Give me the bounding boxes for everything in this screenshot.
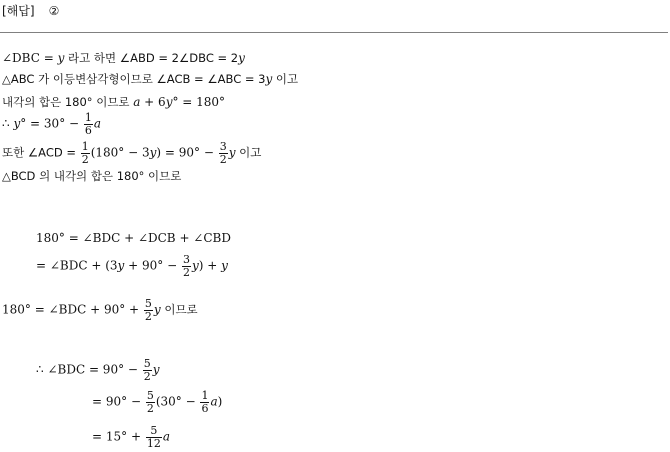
var: y [13, 116, 21, 131]
line-8 [36, 254, 228, 278]
fraction [182, 254, 191, 278]
answer-header [2, 2, 59, 19]
var: y [153, 302, 161, 317]
fraction [146, 425, 162, 449]
denominator: 6 [201, 401, 209, 415]
text: △BCD 의 내각의 합은 180° 이므로 [2, 169, 182, 183]
var: y [191, 258, 199, 273]
denominator: 12 [146, 436, 161, 450]
denominator: 2 [219, 152, 227, 166]
text: ° = 30° − [20, 116, 83, 131]
divider [0, 32, 668, 33]
var: a [210, 394, 218, 409]
text: 180° = ∠BDC + 90° + [2, 302, 143, 317]
numerator: 1 [81, 140, 89, 153]
text: △ABC 가 이등변삼각형이므로 ∠ACB = ∠ABC = 3 [2, 72, 266, 86]
denominator: 2 [182, 265, 190, 279]
var: y [228, 145, 236, 160]
text: + 90° − [124, 258, 181, 273]
var: y [57, 51, 65, 65]
text: ∴ ∠BDC = 90° − [36, 362, 142, 377]
var: y [165, 95, 173, 109]
line-6 [2, 170, 181, 183]
text: 이고 [235, 145, 262, 160]
text: (180° − 3 [90, 145, 150, 160]
line-2 [2, 73, 298, 86]
text: ∠DBC = [2, 51, 58, 65]
var: y [238, 51, 245, 65]
line-7 [36, 232, 231, 244]
line-11 [92, 390, 222, 414]
text: 180° = ∠BDC + ∠DCB + ∠CBD [36, 231, 231, 245]
line-5 [2, 141, 261, 165]
text: 이고 [272, 72, 299, 86]
var: y [221, 258, 228, 273]
numerator: 5 [144, 297, 152, 310]
text: ° = 180° [172, 95, 226, 109]
text: = ∠BDC + (3 [36, 258, 118, 273]
fraction [143, 358, 152, 382]
fraction [219, 141, 228, 165]
denominator: 2 [143, 369, 151, 383]
text: 이므로 [160, 302, 198, 317]
text: 라고 하면 ∠ABD = 2∠DBC = 2 [64, 51, 239, 65]
fraction [200, 390, 209, 414]
line-9 [2, 298, 198, 322]
var: y [152, 362, 160, 377]
fraction [146, 390, 155, 414]
fraction [81, 141, 90, 165]
fraction [144, 298, 153, 322]
text: = 15° + [92, 429, 145, 444]
line-1 [2, 52, 245, 65]
text: = 90° − [92, 394, 145, 409]
line-10 [36, 358, 160, 382]
numerator: 1 [84, 111, 92, 124]
fraction [84, 112, 93, 136]
line-4 [2, 112, 101, 136]
var: y [265, 72, 273, 86]
line-3 [2, 96, 225, 109]
denominator: 6 [84, 123, 92, 137]
var: a [93, 116, 102, 131]
numerator: 5 [146, 389, 154, 402]
denominator: 2 [144, 309, 152, 323]
var: a [162, 429, 170, 444]
var: y [149, 145, 157, 160]
text: + 6 [140, 95, 166, 109]
text: 또한 ∠ACD = [2, 145, 80, 160]
denominator: 2 [146, 401, 154, 415]
text: ) [217, 394, 223, 409]
text: ) = 90° − [156, 145, 218, 160]
text: ) + [198, 258, 222, 273]
numerator: 1 [201, 389, 209, 402]
numerator: 5 [146, 425, 162, 438]
numerator: 5 [143, 357, 151, 370]
var: a [133, 95, 141, 109]
numerator: 3 [219, 140, 227, 153]
text: 내각의 합은 180° 이므로 [2, 95, 134, 109]
line-12 [92, 425, 170, 449]
answer-label: [해답] [2, 4, 35, 18]
var: y [117, 258, 125, 273]
text: ∴ [2, 116, 14, 131]
numerator: 3 [182, 253, 190, 266]
text: (30° − [155, 394, 200, 409]
answer-choice: ② [48, 4, 60, 18]
denominator: 2 [81, 152, 89, 166]
